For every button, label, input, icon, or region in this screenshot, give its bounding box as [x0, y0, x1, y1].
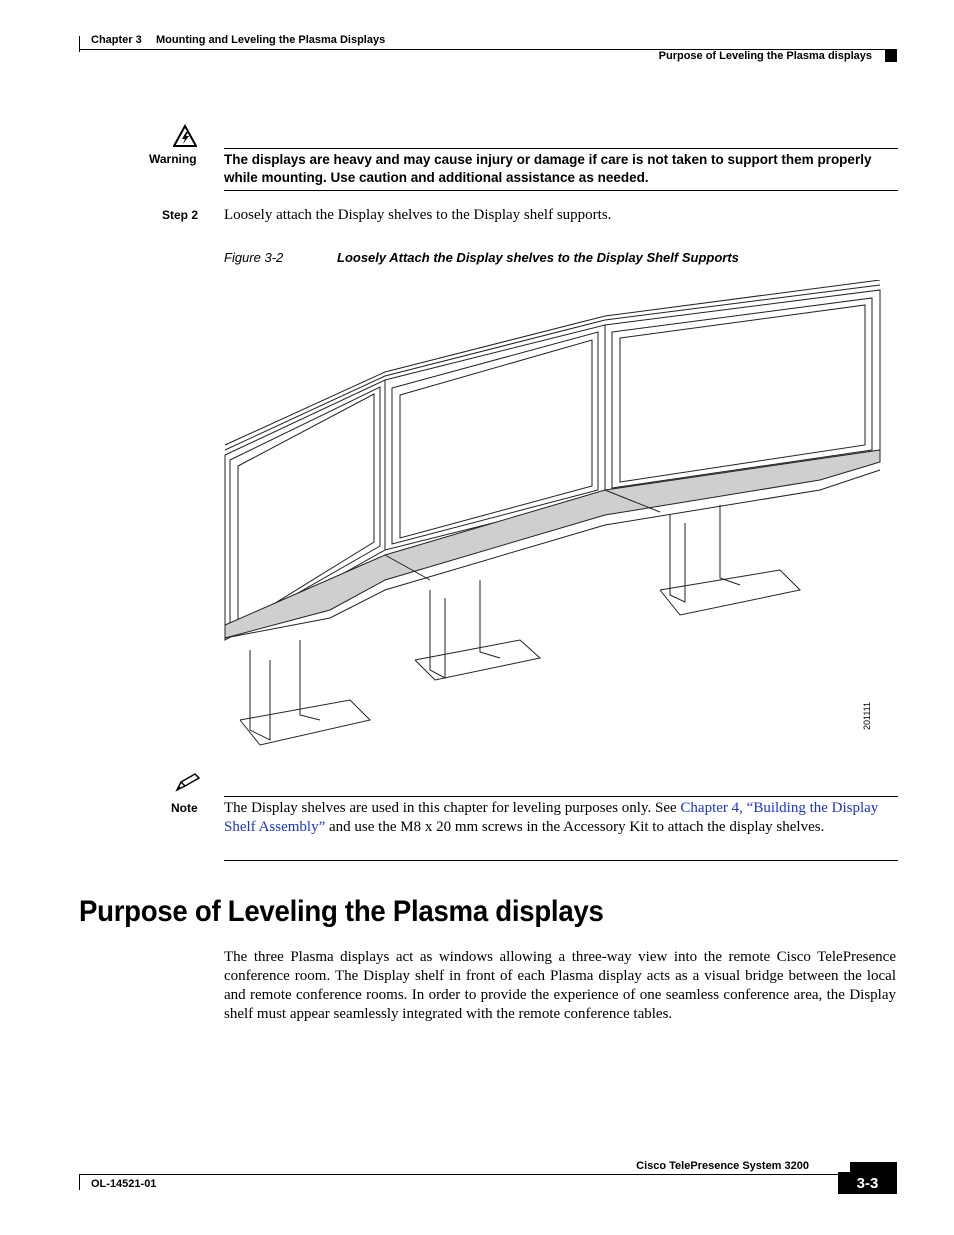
warning-label: Warning	[149, 152, 197, 166]
step-label: Step 2	[162, 208, 199, 222]
footer-white-notch	[838, 1162, 850, 1172]
note-text	[224, 799, 894, 837]
note-label: Note	[171, 801, 198, 815]
figure-id: 201111	[862, 701, 872, 730]
header-chapter: Chapter 3	[91, 34, 142, 46]
header-section: Purpose of Leveling the Plasma displays	[658, 50, 872, 62]
step-text: Loosely attach the Display shelves to the Display shelf supports.	[224, 207, 612, 223]
chapter-4-link[interactable]: Chapter 4, “Building the Display Shelf Assembly”	[224, 800, 879, 835]
warning-text: The displays are heavy and may cause injury or damage if care is not taken to support them properly while mounting. Use caution and additional assistance as needed.	[224, 152, 872, 185]
note-top-rule	[224, 796, 898, 797]
footer-rule	[79, 1174, 839, 1175]
note-text-after: and use the M8 x 20 mm screws in the Accessory Kit to attach the display shelves.	[325, 819, 825, 835]
section-paragraph: The three Plasma displays act as windows allowing a three-way view into the remote Cisco TelePresence conference room. The Display shelf in front of each Plasma display acts as a visual bridge between the local and remote conference rooms. In order to provide the experience of one seamless conference area, the Display shelf must appear seamlessly integrated with the remote conference tables.	[224, 949, 896, 1022]
figure-title: Loosely Attach the Display shelves to the Display Shelf Supports	[337, 250, 739, 265]
footer-left-rule	[79, 1174, 80, 1190]
section-title: Purpose of Leveling the Plasma displays	[79, 895, 604, 928]
header-black-block	[885, 50, 897, 62]
warning-top-rule	[224, 148, 898, 149]
display-shelf-illustration	[220, 280, 890, 760]
footer-doc-id: OL-14521-01	[91, 1178, 157, 1190]
footer-product: Cisco TelePresence System 3200	[636, 1160, 809, 1172]
pencil-icon	[175, 772, 201, 792]
header-chapter-title: Mounting and Leveling the Plasma Displays	[156, 34, 386, 46]
figure-number: Figure 3-2	[224, 250, 284, 265]
note-bottom-rule	[224, 860, 898, 861]
footer-page-number: 3-3	[856, 1175, 879, 1192]
note-text-before: The Display shelves are used in this chapter for leveling purposes only. See	[224, 800, 681, 816]
warning-icon	[173, 124, 197, 148]
warning-bottom-rule	[224, 190, 898, 191]
